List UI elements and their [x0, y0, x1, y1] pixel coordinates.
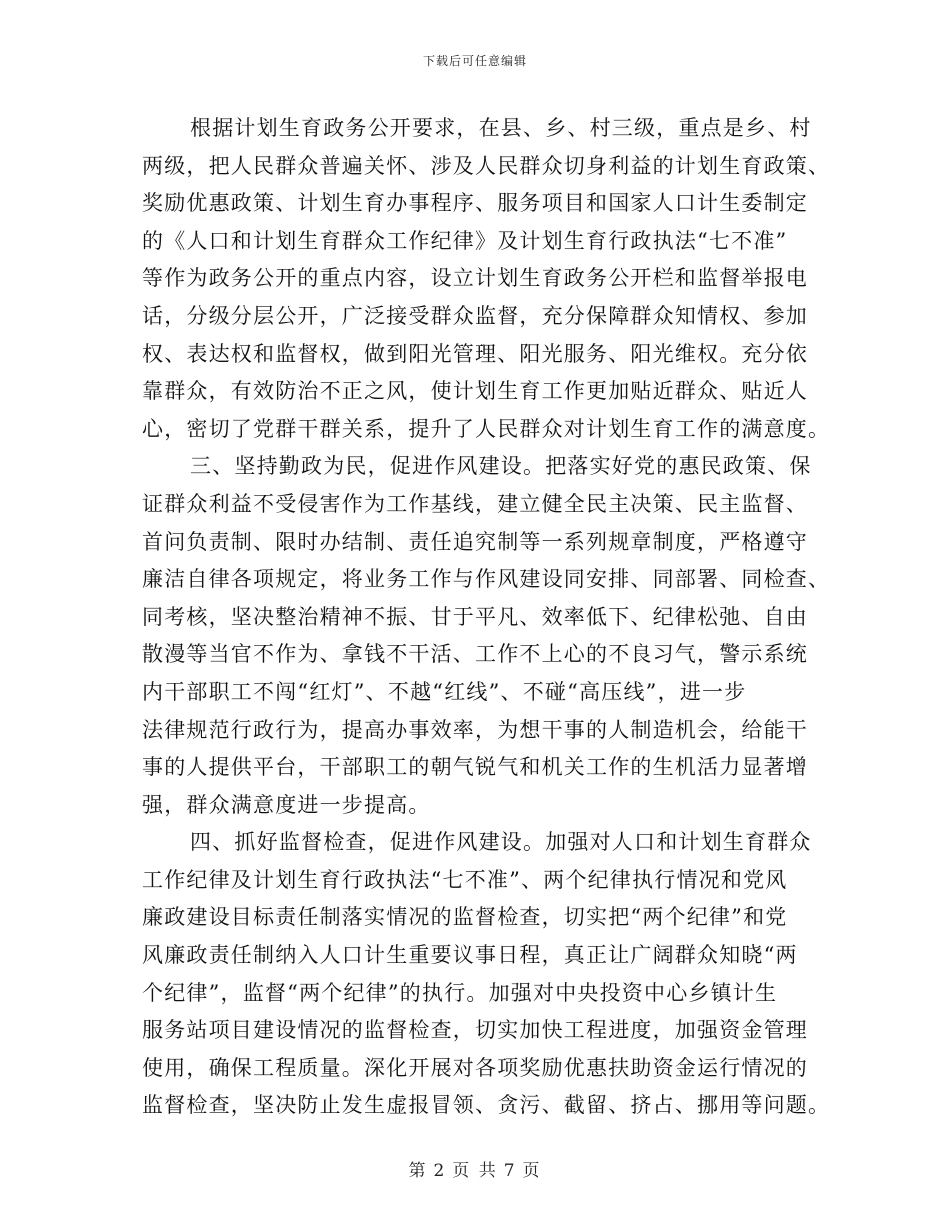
text-line: 奖励优惠政策、计划生育办事程序、服务项目和国家人口计生委制定: [142, 191, 808, 216]
text-line: 监督检查，坚决防止发生虚报冒领、贪污、截留、挤占、挪用等问题。: [142, 1093, 831, 1118]
text-line: 内干部职工不闯“红灯”、不越“红线”、不碰“高压线”，进一步: [142, 679, 747, 704]
text-line: 个纪律”，监督“两个纪律”的执行。加强对中央投资中心乡镇计生: [142, 980, 778, 1005]
text-line: 心，密切了党群干群关系，提升了人民群众对计划生育工作的满意度。: [142, 416, 831, 441]
page-header: [0, 52, 950, 69]
paragraph: [142, 110, 831, 448]
paragraph: [142, 448, 831, 824]
text-line: 三、坚持勤政为民，促进作风建设。把落实好党的惠民政策、保: [190, 454, 812, 479]
text-line: 话，分级分层公开，广泛接受群众监督，充分保障群众知情权、参加: [142, 303, 808, 328]
text-line: 工作纪律及计划生育行政执法“七不准”、两个纪律执行情况和党风: [142, 867, 788, 892]
current-page-number: 2: [433, 1161, 447, 1181]
text-line: 的《人口和计划生育群众工作纪律》及计划生育行政执法“七不准”: [142, 228, 788, 253]
document-body: [142, 110, 831, 1125]
text-line: 事的人提供平台，干部职工的朝气锐气和机关工作的生机活力显著增: [142, 755, 808, 780]
text-line: 权、表达权和监督权，做到阳光管理、阳光服务、阳光维权。充分依: [142, 341, 808, 366]
footer-suffix: 页: [522, 1161, 542, 1181]
text-line: 证群众利益不受侵害作为工作基线，建立健全民主决策、民主监督、: [142, 491, 808, 516]
total-pages-number: 7: [503, 1161, 517, 1181]
text-line: 等作为政务公开的重点内容，设立计划生育政务公开栏和监督举报电: [142, 266, 808, 291]
text-line: 廉洁自律各项规定，将业务工作与作风建设同安排、同部署、同检查、: [142, 567, 831, 592]
footer-middle: 页 共: [452, 1161, 498, 1181]
text-line: 服务站项目建设情况的监督检查，切实加快工程进度，加强资金管理: [142, 1018, 808, 1043]
page-footer: [0, 1156, 950, 1181]
text-line: 靠群众，有效防治不正之风，使计划生育工作更加贴近群众、贴近人: [142, 379, 808, 404]
paragraph: [142, 824, 831, 1125]
text-line: 强，群众满意度进一步提高。: [142, 792, 431, 817]
text-line: 根据计划生育政务公开要求，在县、乡、村三级，重点是乡、村: [190, 116, 812, 140]
text-line: 散漫等当官不作为、拿钱不干活、工作不上心的不良习气，警示系统: [142, 642, 808, 667]
text-line: 同考核，坚决整治精神不振、甘于平凡、效率低下、纪律松弛、自由: [142, 604, 808, 629]
text-line: 首问负责制、限时办结制、责任追究制等一系列规章制度，严格遵守: [142, 529, 808, 554]
text-line: 四、抓好监督检查，促进作风建设。加强对人口和计划生育群众: [190, 830, 812, 855]
text-line: 法律规范行政行为，提高办事效率，为想干事的人制造机会，给能干: [142, 717, 808, 742]
text-line: 廉政建设目标责任制落实情况的监督检查，切实把“两个纪律”和党: [142, 905, 788, 930]
header-text: 下载后可任意编辑: [422, 54, 527, 68]
text-line: 风廉政责任制纳入人口计生重要议事日程，真正让广阔群众知晓“两: [142, 943, 798, 968]
text-line: 两级，把人民群众普遍关怀、涉及人民群众切身利益的计划生育政策、: [142, 153, 831, 178]
footer-prefix: 第: [408, 1161, 428, 1181]
text-line: 使用，确保工程质量。深化开展对各项奖励优惠扶助资金运行情况的: [142, 1055, 808, 1080]
